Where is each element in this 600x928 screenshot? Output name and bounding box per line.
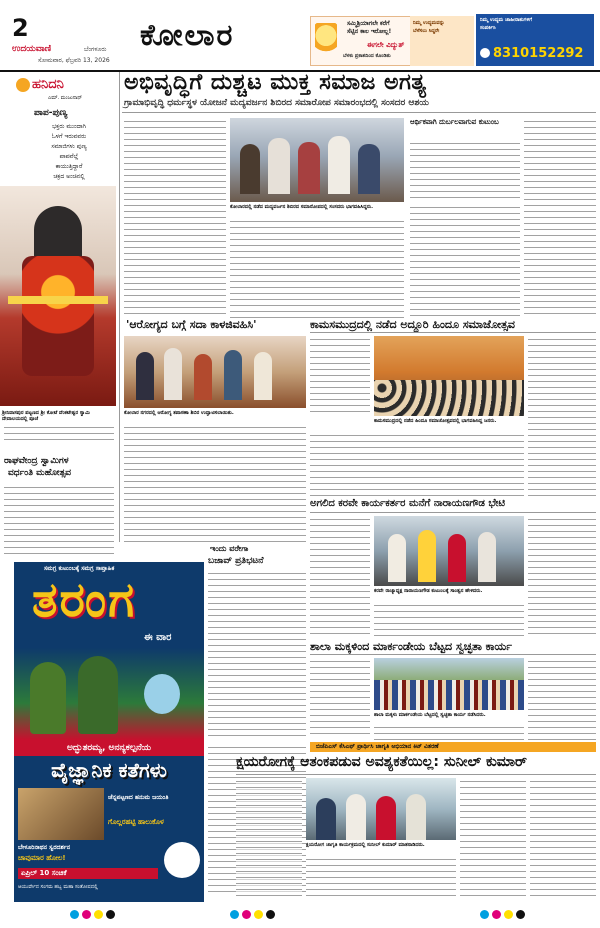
section-title: ಕೋಲಾರ xyxy=(140,18,235,53)
school-photo xyxy=(374,658,524,710)
ad1-line3: ಈಗಲೇ ವಿದ್ಯುತ್ xyxy=(367,41,405,49)
school-headline: ಶಾಲಾ ಮಕ್ಕಳಿಂದ ಮಾರ್ಕಂಡೇಯ ಬೆಟ್ಟದ ಸ್ವಚ್ಛತಾ ಕಾರ್ಯ xyxy=(310,640,512,653)
ad1-line1: ಸಮ್ಮಿಶ್ರಿಯಾಗಲೇ ಕರೆಗೆ xyxy=(347,20,390,27)
worker-photo-caption: ಕರವೇ ರಾಜ್ಯಾಧ್ಯಕ್ಷ ನಾರಾಯಣಗೌಡ ಕುಟುಂಬಕ್ಕೆ ಸಾಂತ್ವನ ಹೇಳಿದರು. xyxy=(374,588,483,594)
poem-line: ಕಾಯುತ್ತಿದ್ದಾರೆ xyxy=(55,163,83,170)
taranga-footer: ಆಯುರ್ವೇದ ಸಂಗಮ ಹಬ್ಬ ಮಹಾ ಸಂತೋಷದಲ್ಲಿ xyxy=(18,884,98,890)
honey-logo-icon xyxy=(16,78,30,92)
ad3-line1: ನಿಮ್ಮ ಉದ್ಯಮ ಜಾಹೀರಾತುಗಳಿಗೆ xyxy=(480,17,532,23)
health-headline: 'ಆರೋಗ್ಯದ ಬಗ್ಗೆ ಸದಾ ಕಾಳಜಿವಹಿಸಿ' xyxy=(126,318,257,331)
taranga-item2: ಗೊಲ್ಲರಹಟ್ಟಿ ಹಾಲುಕೊಳ xyxy=(108,818,164,826)
column-byline: ಎಮ್. ಮಂಜುನಾಥ್ xyxy=(48,95,83,101)
story2-headline-2: ವರ್ಧಂತಿ ಮಹೋತ್ಸವ xyxy=(8,468,72,478)
bottom-photo xyxy=(306,778,456,840)
health-photo xyxy=(124,336,306,408)
page-number: 2 xyxy=(12,14,29,42)
festival-photo xyxy=(374,336,524,416)
ad2-line1: ನಿಮ್ಮ ಉದ್ಯಮವನ್ನು xyxy=(413,20,445,26)
taranga-subtitle: ಈ ವಾರ xyxy=(144,632,172,643)
poem-line: ಸಮಾಜಿಗಳು ಪುಣ್ಯ xyxy=(51,143,87,150)
worker-headline: ಅಗಲಿದ ಕರವೇ ಕಾರ್ಯಕರ್ತರ ಮನೆಗೆ ನಾರಾಯಣಗೌಡ ಭೇಟಿ xyxy=(310,498,506,509)
taranga-artwork xyxy=(14,648,204,740)
poem-line: ಚಕ್ರದ ಅಂಚಿನಲ್ಲಿ xyxy=(53,173,85,180)
ad-phone-number: 8310152292 xyxy=(493,46,584,61)
bulb-icon xyxy=(315,23,337,59)
ad3-line2: ಸಂಪರ್ಕಿಸಿ xyxy=(480,25,496,31)
registration-marks xyxy=(0,908,600,922)
deity-photo-caption: ಶ್ರೀನಿವಾಸಪುರ ಪಟ್ಟಣದ ಶ್ರೀ ಕೋಟೆ ವೆಂಕಟೇಶ್ವರ ಸ್ವಾಮಿ ದೇವಾಲಯದಲ್ಲಿ ಪೂಜೆ xyxy=(2,410,90,422)
date-line: ಸೋಮವಾರ, ಫೆಬ್ರವರಿ 13, 2026 xyxy=(38,57,110,64)
taranga-item3: ಬೇಳೂರಿನಾಥನ ಸ್ವರದರ್ಶನ xyxy=(18,844,71,851)
poem-line: ಭಕ್ತರು ಮುಂದಾಗಿ xyxy=(52,123,86,130)
edition-label: ಬೆಂಗಳೂರು xyxy=(84,46,107,53)
worker-photo xyxy=(374,516,524,586)
health-photo-caption: ಕೋಲಾರ ನಗರದಲ್ಲಿ ಆರೋಗ್ಯ ತಪಾಸಣಾ ಶಿಬಿರ ಉದ್ಘಾಟಿಸಲಾಯಿತು. xyxy=(124,410,234,416)
lead-pull-quote: ಆರ್ಥಿಕವಾಗಿ ದುರ್ಬಲವಾಗುವ ಕುಟುಂಬ xyxy=(410,118,499,126)
masthead-ad-business xyxy=(410,16,474,66)
taranga-photo-collage xyxy=(18,788,104,840)
poem-title: ಪಾಪ-ಪುಣ್ಯ xyxy=(34,108,68,118)
lead-headline: ಅಭಿವೃದ್ಧಿಗೆ ದುಶ್ಚಟ ಮುಕ್ತ ಸಮಾಜ ಅಗತ್ಯ xyxy=(124,70,427,95)
taranga-item1: ಚೆನ್ನಪಟ್ಟಣದ ಹನುಮ ಜಯಂತಿ xyxy=(108,794,169,801)
taranga-tag xyxy=(164,842,200,878)
phone-icon xyxy=(480,48,490,58)
lead-photo xyxy=(230,118,404,202)
bottom-headline: ಕ್ಷಯರೋಗಕ್ಕೆ ಆತಂಕಪಡುವ ಅವಶ್ಯಕತೆಯಿಲ್ಲ: ಸುನೀಲ್ ಕುಮಾರ್ xyxy=(236,754,527,770)
taranga-top-line: ಸಮಗ್ರ ಕುಟುಂಬಕ್ಕೆ ಸಮಗ್ರ ಸಾಪ್ತಾಹಿಕ xyxy=(44,565,115,572)
paper-name: ಉದಯವಾಣಿ xyxy=(12,44,52,54)
bottom-photo-caption: ಕ್ಷಯರೋಗ ಜಾಗೃತಿ ಕಾರ್ಯಕ್ರಮದಲ್ಲಿ ಸುನೀಲ್ ಕುಮಾರ್ ಮಾತನಾಡಿದರು. xyxy=(306,842,425,848)
lead-photo-caption: ಕೋಲಾರದಲ್ಲಿ ನಡೆದ ಮದ್ಯವರ್ಜನ ಶಿಬಿರದ ಸಮಾರೋಪದಲ್ಲಿ ಸಂಸದರು ಭಾಗವಹಿಸಿದ್ದರು. xyxy=(230,204,374,210)
deity-photo xyxy=(0,186,116,406)
ad2-line2: ಬೆಳೆಸಲು ಸಿದ್ಧರೇ xyxy=(413,28,440,34)
taranga-price-line: ಏಪ್ರಿಲ್ 10 ಸಂಚಿಕೆ xyxy=(18,868,158,879)
festival-photo-caption: ಕಾಮಸಮುದ್ರದಲ್ಲಿ ನಡೆದ ಹಿಂದೂ ಸಮಾಜೋತ್ಸವದಲ್ಲಿ ಭಾಗವಹಿಸಿದ್ದ ಜನರು. xyxy=(374,418,497,424)
masthead xyxy=(0,0,600,70)
small-headline-2: ಬಜಾವ್ ಪ್ರತಿಭಟನೆ xyxy=(208,556,264,566)
poem-body xyxy=(24,122,114,182)
story2-headline-1: ರಾಘವೇಂದ್ರ ಸ್ವಾಮಿಗಳ xyxy=(4,456,69,466)
taranga-ad[interactable] xyxy=(14,562,204,902)
poem-line: ಓಳಗೆ ಇರುವವರು xyxy=(51,133,87,140)
school-photo-caption: ಶಾಲಾ ಮಕ್ಕಳು ಮಾರ್ಕಂಡೇಯ ಬೆಟ್ಟದಲ್ಲಿ ಸ್ವಚ್ಛತಾ ಕಾರ್ಯ ನಡೆಸಿದರು. xyxy=(374,712,486,718)
masthead-ad-contact xyxy=(476,14,594,66)
ticker-text: ಬಿಜೆಪಿಎಸ್ ಕೆಸಿಎಫ್ ಪ್ರಾರ್ಥಿಸಿ ಜಾಗೃತಿ ಅಭಿಯಾನ ಕಿಟ್ ವಿತರಣೆ xyxy=(316,743,439,750)
taranga-item4: ಚಾವುಮಾರ ಹೋಲ! xyxy=(18,854,66,862)
ticker-bar xyxy=(310,742,596,752)
taranga-big-text: ವೈಜ್ಞಾನಿಕ ಕತೆಗಳು xyxy=(51,758,167,782)
taranga-title: ತರಂಗ xyxy=(32,572,137,628)
lead-subhead: ಗ್ರಾಮಾಭಿವೃದ್ಧಿ ಧರ್ಮಸ್ಥಳ ಯೋಜನೆ ಮದ್ಯವರ್ಜನ ಶಿಬಿರದ ಸಮಾರೋಪ ಸಮಾರಂಭದಲ್ಲಿ ಸಂಸದರ ಆಶಯ xyxy=(124,98,429,108)
small-headline-1: ಇಂದು ವರೇಗಾ xyxy=(210,544,249,553)
ad1-line4: ಬೆಳಕು ಪ್ರಕಾಶದಿಂದ ಕೊಂಡಿತು xyxy=(343,53,391,59)
festival-headline: ಕಾಮಸಮುದ್ರದಲ್ಲಿ ನಡೆದ ಅದ್ದೂರಿ ಹಿಂದೂ ಸಮಾಜೋತ್ಸವ xyxy=(310,318,515,331)
left-column xyxy=(0,72,118,622)
ad1-line2: ಸೆಟ್ಟಿನ ಕಾಲ ಇರೋಲ್ಲ! xyxy=(347,28,392,35)
poem-line: ಪಾಪವೆಲ್ಲೆ xyxy=(59,153,79,160)
column-logo: ಹನಿದನಿ xyxy=(32,77,64,92)
taranga-banner: ಅದ್ಭುತರಮ್ಯ, ಅನನ್ಯಕಲ್ಪನೆಯ xyxy=(14,740,204,756)
